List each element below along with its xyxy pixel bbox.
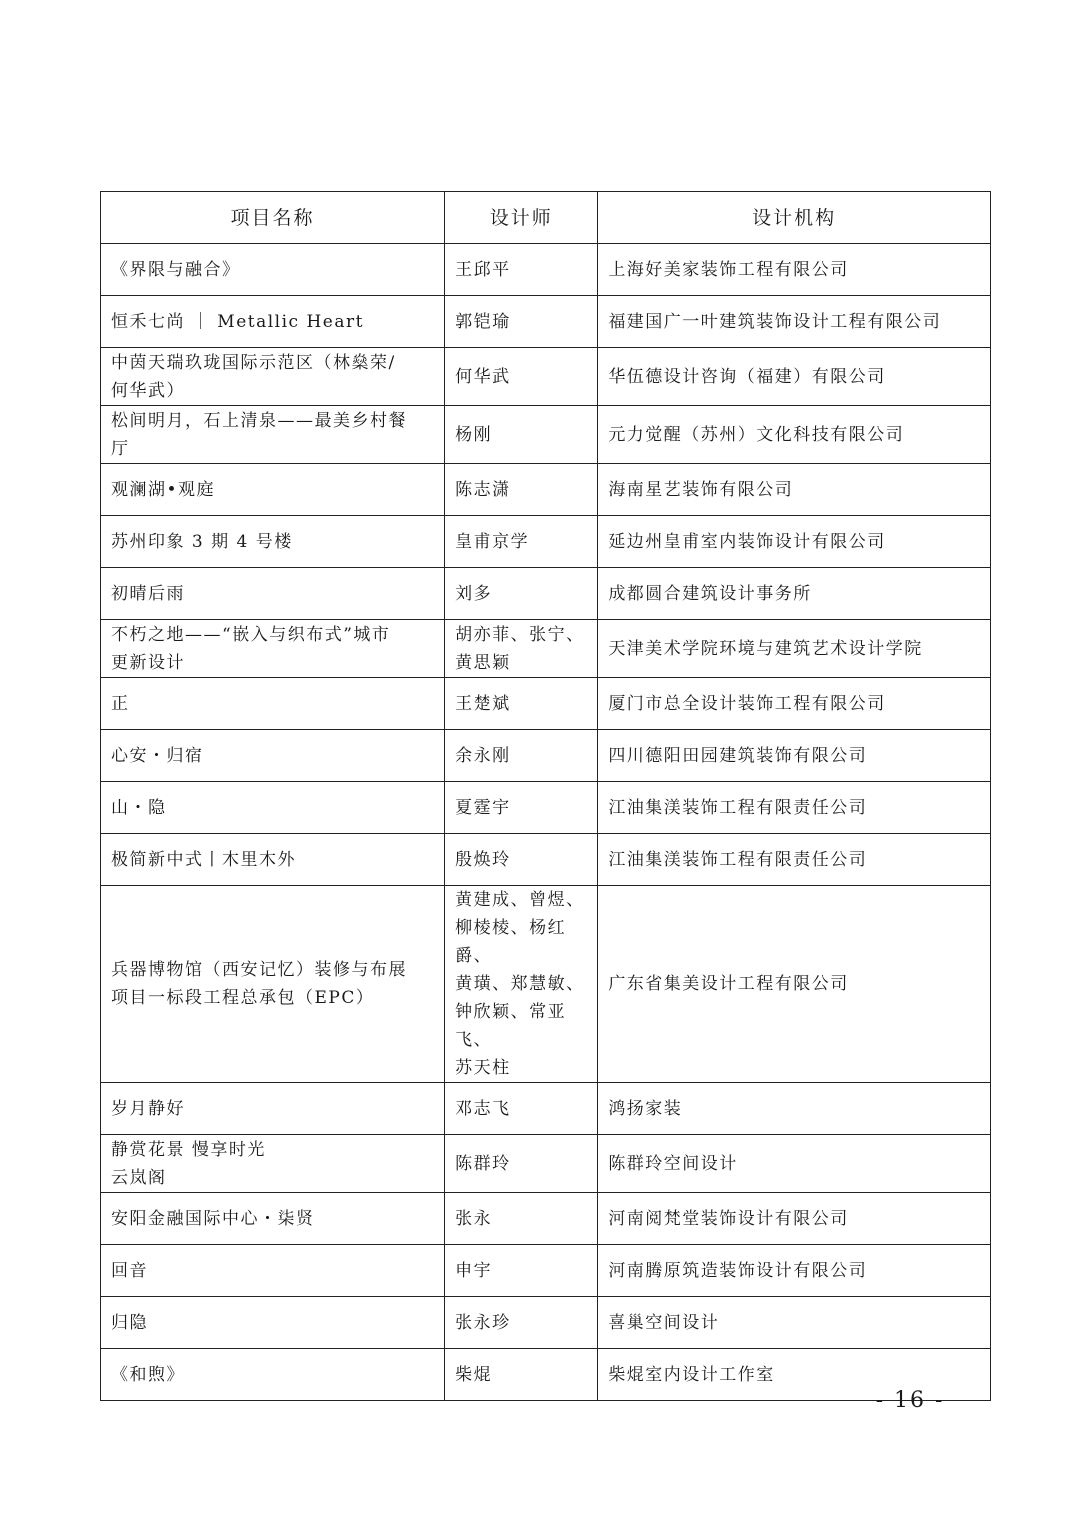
design-firm-cell [598, 1193, 991, 1245]
design-firm-text: 江油集渼装饰工程有限责任公司 [608, 797, 868, 818]
project-name-text: 归隐 [111, 1312, 148, 1333]
project-name-cell [101, 516, 445, 568]
project-name-text: 正 [111, 693, 130, 714]
design-firm-cell [598, 348, 991, 406]
design-firm-cell [598, 464, 991, 516]
design-firm-cell [598, 244, 991, 296]
designer-text: 余永刚 [455, 745, 511, 766]
table-row [101, 296, 991, 348]
project-name-text: 中茵天瑞玖珑国际示范区（林燊荣/ 何华武） [111, 352, 396, 401]
project-name-cell [101, 568, 445, 620]
project-name-cell [101, 1135, 445, 1193]
design-firm-text: 柴焜室内设计工作室 [608, 1364, 775, 1385]
designer-cell [445, 620, 598, 678]
design-firm-cell [598, 516, 991, 568]
design-firm-text: 河南阅梵堂装饰设计有限公司 [608, 1208, 849, 1229]
designer-text: 黄建成、曾煜、 柳棱棱、杨红爵、 黄璜、郑慧敏、 钟欣颖、常亚飞、 苏天柱 [455, 890, 585, 1078]
project-name-text: 安阳金融国际中心・柒贤 [111, 1208, 315, 1229]
designer-cell [445, 1297, 598, 1349]
project-name-text: 不朽之地——“嵌入与织布式”城市 更新设计 [111, 624, 391, 673]
project-name-cell [101, 620, 445, 678]
designer-cell [445, 1193, 598, 1245]
project-name-cell [101, 730, 445, 782]
designer-cell [445, 1245, 598, 1297]
design-firm-text: 鸿扬家装 [608, 1098, 683, 1119]
table-row [101, 678, 991, 730]
project-name-text: 观澜湖•观庭 [111, 479, 216, 500]
table-row [101, 406, 991, 464]
designer-text: 张永 [455, 1208, 493, 1229]
designer-cell [445, 296, 598, 348]
project-name-text: 山・隐 [111, 797, 167, 818]
table-row [101, 1297, 991, 1349]
table-row [101, 886, 991, 1083]
project-name-cell [101, 834, 445, 886]
designer-cell [445, 1083, 598, 1135]
project-name-text: 静赏花景 慢享时光 云岚阁 [111, 1139, 266, 1188]
design-firm-text: 海南星艺装饰有限公司 [608, 479, 794, 500]
project-name-text: 初晴后雨 [111, 583, 185, 604]
designer-text: 王邱平 [455, 259, 511, 280]
project-name-cell [101, 464, 445, 516]
project-name-cell [101, 348, 445, 406]
header-design-firm: 设计机构 [598, 192, 991, 244]
designer-text: 柴焜 [455, 1364, 493, 1385]
design-firm-cell [598, 406, 991, 464]
design-firm-cell [598, 568, 991, 620]
design-firm-text: 天津美术学院环境与建筑艺术设计学院 [608, 638, 923, 659]
designer-text: 夏霆宇 [455, 797, 511, 818]
designer-text: 郭铠瑜 [455, 311, 511, 332]
design-firm-cell [598, 886, 991, 1083]
table-row [101, 834, 991, 886]
design-firm-cell [598, 1083, 991, 1135]
table-row [101, 1349, 991, 1401]
project-name-text: 松间明月，石上清泉——最美乡村餐 厅 [111, 410, 407, 459]
design-firm-text: 江油集渼装饰工程有限责任公司 [608, 849, 868, 870]
designer-text: 何华武 [455, 366, 511, 387]
table-row [101, 620, 991, 678]
designer-cell [445, 568, 598, 620]
design-firm-cell [598, 1245, 991, 1297]
designer-cell [445, 244, 598, 296]
project-name-cell [101, 406, 445, 464]
design-firm-cell [598, 620, 991, 678]
design-firm-cell [598, 730, 991, 782]
table-row [101, 1135, 991, 1193]
designer-cell [445, 730, 598, 782]
project-name-text: 《和煦》 [111, 1364, 185, 1385]
design-firm-text: 华伍德设计咨询（福建）有限公司 [608, 366, 886, 387]
design-firm-cell [598, 1297, 991, 1349]
designer-cell [445, 834, 598, 886]
designer-text: 皇甫京学 [455, 531, 530, 552]
design-firm-cell [598, 834, 991, 886]
designer-cell [445, 348, 598, 406]
designer-text: 陈志潇 [455, 479, 511, 500]
project-name-text: 心安・归宿 [111, 745, 204, 766]
design-firm-text: 成都圆合建筑设计事务所 [608, 583, 812, 604]
designer-cell [445, 1349, 598, 1401]
header-project-name: 项目名称 [101, 192, 445, 244]
design-firm-text: 元力觉醒（苏州）文化科技有限公司 [608, 424, 905, 445]
table-row [101, 244, 991, 296]
design-firm-cell [598, 296, 991, 348]
designer-text: 刘多 [455, 583, 493, 604]
table-body [101, 244, 991, 1401]
designer-text: 杨刚 [455, 424, 493, 445]
project-name-cell [101, 1193, 445, 1245]
project-name-cell [101, 782, 445, 834]
project-name-text: 兵器博物馆（西安记忆）装修与布展 项目一标段工程总承包（EPC） [111, 960, 407, 1008]
table-header-row [101, 192, 991, 244]
design-firm-text: 广东省集美设计工程有限公司 [608, 974, 849, 994]
table-row [101, 464, 991, 516]
designer-cell [445, 464, 598, 516]
designer-text: 王楚斌 [455, 693, 511, 714]
table-row [101, 782, 991, 834]
project-name-text: 极简新中式丨木里木外 [111, 849, 296, 870]
designer-text: 殷焕玲 [455, 849, 511, 870]
project-name-cell [101, 678, 445, 730]
project-name-text: 恒禾七尚 ｜ Metallic Heart [111, 311, 364, 332]
project-name-cell [101, 1349, 445, 1401]
page-number: - 16 - [875, 1388, 945, 1413]
project-name-text: 苏州印象 3 期 4 号楼 [111, 531, 293, 552]
design-firm-text: 四川德阳田园建筑装饰有限公司 [608, 745, 868, 766]
designer-text: 陈群玲 [455, 1153, 511, 1174]
designer-cell [445, 678, 598, 730]
table-row [101, 568, 991, 620]
project-name-cell [101, 886, 445, 1083]
designer-text: 邓志飞 [455, 1098, 511, 1119]
design-firm-text: 河南腾原筑造装饰设计有限公司 [608, 1260, 868, 1281]
design-firm-cell [598, 782, 991, 834]
project-name-cell [101, 1245, 445, 1297]
designer-text: 张永珍 [455, 1312, 511, 1333]
designer-list-table [100, 191, 991, 1401]
design-firm-text: 福建国广一叶建筑装饰设计工程有限公司 [608, 311, 942, 332]
designer-cell [445, 406, 598, 464]
project-name-cell [101, 1297, 445, 1349]
project-name-text: 岁月静好 [111, 1098, 185, 1119]
table-row [101, 1193, 991, 1245]
design-firm-text: 上海好美家装饰工程有限公司 [608, 259, 849, 280]
project-name-cell [101, 244, 445, 296]
designer-cell [445, 782, 598, 834]
project-name-text: 《界限与融合》 [111, 259, 241, 280]
designer-cell [445, 886, 598, 1083]
designer-cell [445, 1135, 598, 1193]
table-row [101, 348, 991, 406]
design-firm-cell [598, 678, 991, 730]
design-firm-text: 喜巢空间设计 [608, 1312, 720, 1333]
project-name-cell [101, 296, 445, 348]
design-firm-text: 厦门市总全设计装饰工程有限公司 [608, 693, 886, 714]
table-row [101, 1083, 991, 1135]
design-firm-text: 陈群玲空间设计 [608, 1153, 738, 1174]
designer-text: 胡亦菲、张宁、 黄思颖 [455, 624, 585, 673]
table-row [101, 1245, 991, 1297]
table-row [101, 516, 991, 568]
design-firm-text: 延边州皇甫室内装饰设计有限公司 [608, 531, 886, 552]
project-name-cell [101, 1083, 445, 1135]
table-row [101, 730, 991, 782]
header-designer: 设计师 [445, 192, 598, 244]
design-firm-cell [598, 1135, 991, 1193]
designer-cell [445, 516, 598, 568]
project-name-text: 回音 [111, 1260, 148, 1281]
designer-text: 申宇 [455, 1260, 493, 1281]
